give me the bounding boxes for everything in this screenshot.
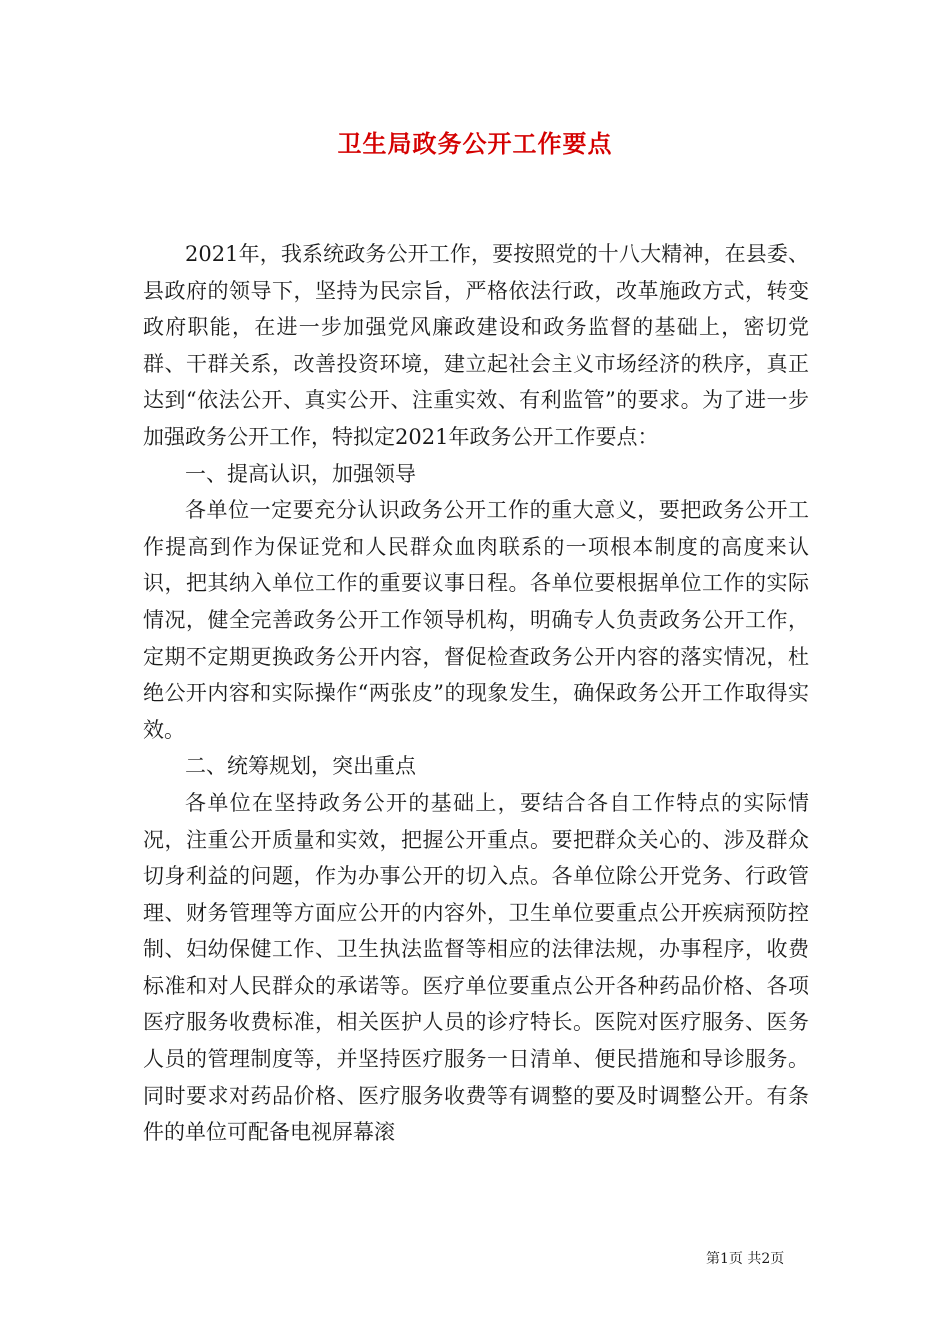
page-number: 第1页 共2页 xyxy=(706,1251,785,1267)
document-title: 卫生局政务公开工作要点 xyxy=(337,129,613,158)
section-paragraph-2: 各单位在坚持政务公开的基础上，要结合各自工作特点的实际情况，注重公开质量和实效，把握公开重点。要把群众关心的、涉及群众切身利益的问题，作为办事公开的切入点。各单位除公开党务、行政管理、财务管理等方面应公开的内容外，卫生单位要重点公开疾病预防控制、妇幼保健工作、卫生执法监督等相应的法律法规，办事程序，收费标准和对人民群众的承诺等。医疗单位要重点公开各种药品价格、各项医疗服务收费标准，相关医护人员的诊疗特长。医院对医疗服务、医务人员的管理制度等，并坚持医疗服务一日清单、便民措施和导诊服务。同时要求对药品价格、医疗服务收费等有调整的要及时调整公开。有条件的单位可配备电视屏幕滚 xyxy=(143,790,809,1145)
section-paragraph-1: 各单位一定要充分认识政务公开工作的重大意义，要把政务公开工作提高到作为保证党和人民群众血肉联系的一项根本制度的高度来认识，把其纳入单位工作的重要议事日程。各单位要根据单位工作的实际情况，健全完善政务公开工作领导机构，明确专人负责政务公开工作，定期不定期更换政务公开内容，督促检查政务公开内容的落实情况，杜绝公开内容和实际操作“两张皮”的现象发生，确保政务公开工作取得实效。 xyxy=(143,498,809,742)
section-heading-2: 二、统筹规划，突出重点 xyxy=(185,754,416,779)
section-heading-1: 一、提高认识，加强领导 xyxy=(185,461,416,486)
document-body xyxy=(143,236,809,1151)
intro-paragraph: 2021年，我系统政务公开工作，要按照党的十八大精神，在县委、县政府的领导下，坚持为民宗旨，严格依法行政，改革施政方式，转变政府职能，在进一步加强党风廉政建设和政务监督的基础上，密切党群、干群关系，改善投资环境，建立起社会主义市场经济的秩序，真正达到“依法公开、真实公开、注重实效、有利监管”的要求。为了进一步加强政务公开工作，特拟定2021年政务公开工作要点： xyxy=(143,242,809,449)
